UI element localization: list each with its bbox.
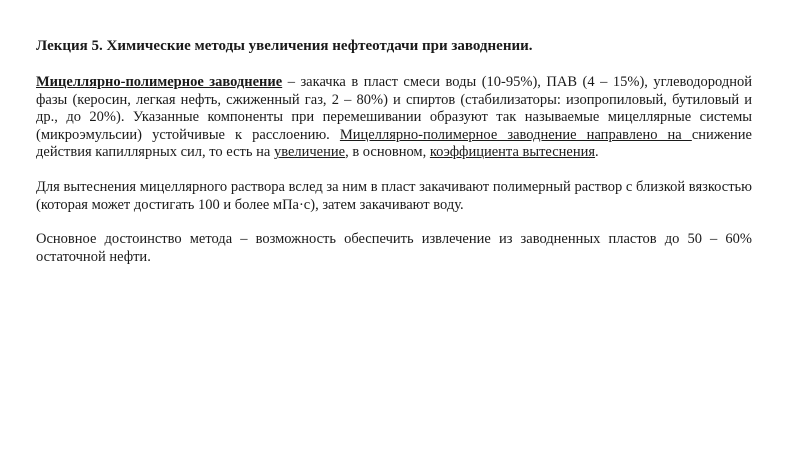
underlined-displacement-coefficient: коэффициента вытеснения <box>429 144 596 161</box>
underlined-purpose: Мицеллярно-полимерное заводнение направлено на <box>339 126 692 143</box>
lecture-title: Лекция 5. Химические методы увеличения нефтеотдачи при заводнении. <box>36 38 533 54</box>
purpose-text-2: , в основном, <box>345 144 430 161</box>
underlined-increase: увеличение <box>273 144 346 161</box>
paragraph-definition <box>36 74 752 162</box>
paragraph-polymer-solution: Для вытеснения мицеллярного раствора вслед за ним в пласт закачивают полимерный раствор с близкой вязкостью (которая может достигать 100 и более мПа·с), затем закачивают воду. <box>36 178 752 213</box>
period: . <box>595 144 599 161</box>
definition-text: – закачка в пласт смеси воды (10-95%), ПАВ (4 – 15%), углеводородной фазы (керосин, легкая нефть, сжиженный газ, 2 – 80%) и спиртов (стабилизаторы: изопропиловый, бутиловый и др., до 20%). Указанные компоненты при перемешивании образуют так называемые мицеллярные системы (микроэмульсии) устойчивые к расслоению. <box>36 74 752 143</box>
purpose-text: снижение действия капиллярных сил, то есть на <box>36 126 752 161</box>
paragraph-advantage: Основное достоинство метода – возможность обеспечить извлечение из заводненных пластов до 50 – 60% остаточной нефти. <box>36 231 752 265</box>
term-micellar-polymer-flooding: Мицеллярно-полимерное заводнение <box>36 74 283 90</box>
slide-content <box>36 36 752 283</box>
